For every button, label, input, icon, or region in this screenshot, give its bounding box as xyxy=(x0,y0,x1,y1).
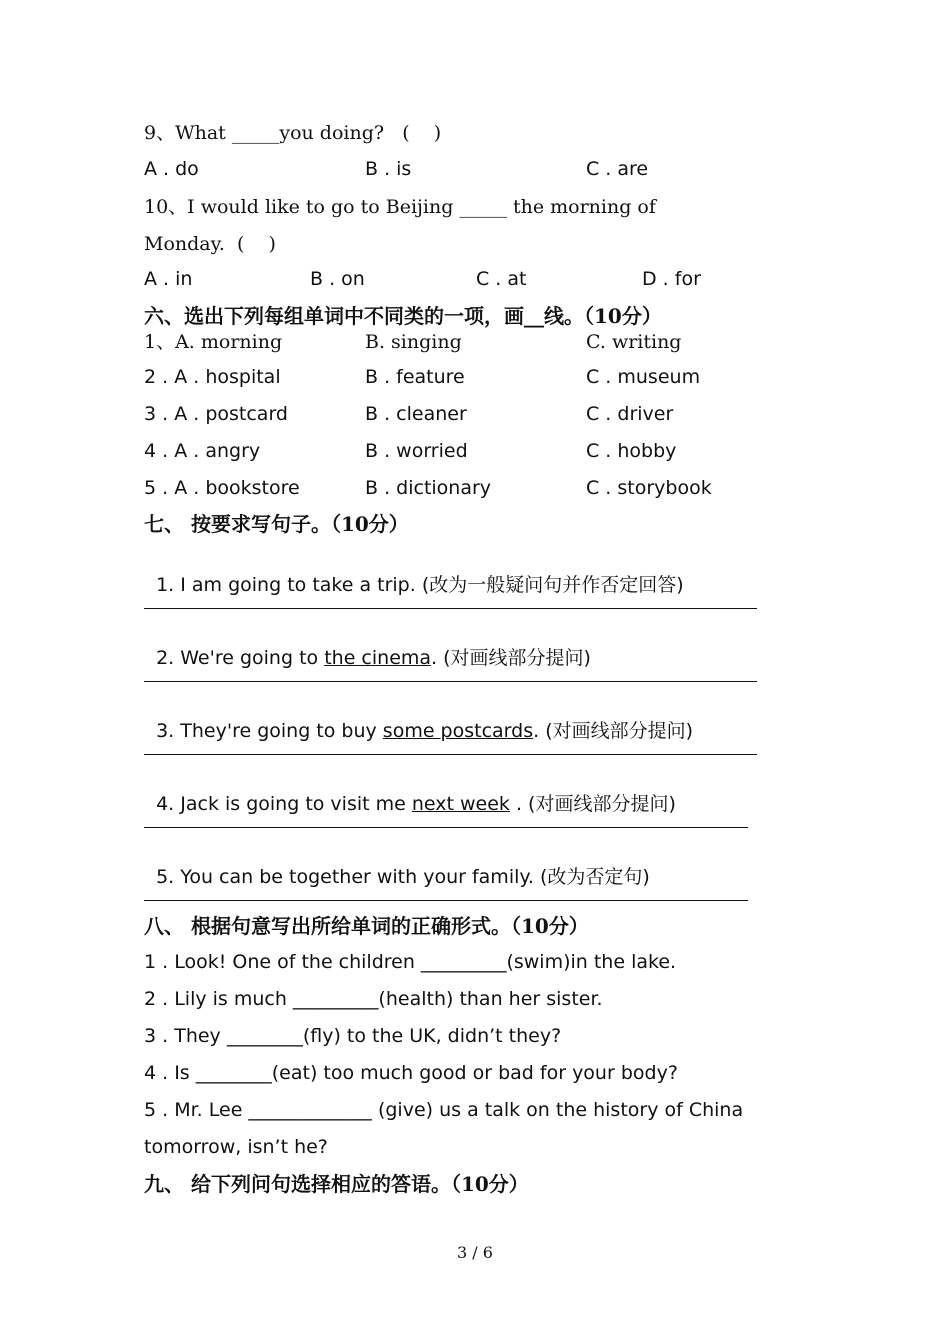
s8-item5-line1: 5 . Mr. Lee _____________ (give) us a talk on the history of China xyxy=(144,1099,744,1121)
s6-row3-c: C . driver xyxy=(586,403,674,425)
section8-heading: 八、 根据句意写出所给单词的正确形式。（10分） xyxy=(144,914,589,938)
s7-item5 xyxy=(144,841,650,889)
s7-item5-answer-line[interactable] xyxy=(144,900,748,901)
s7-item3-answer-line[interactable] xyxy=(144,754,757,755)
s7-item4-instruction: . (对画线部分提问) xyxy=(509,793,676,815)
q10-option-d: D . for xyxy=(642,268,701,290)
s7-item3-instruction: . (对画线部分提问) xyxy=(533,720,694,742)
s7-item1-answer-line[interactable] xyxy=(144,608,757,609)
s6-row2-b: B . feature xyxy=(365,366,465,388)
q10-option-b: B . on xyxy=(310,268,365,290)
s7-item1 xyxy=(144,549,684,597)
s7-item4 xyxy=(144,768,676,816)
s8-item5-line2: tomorrow, isn’t he? xyxy=(144,1136,328,1158)
s6-row1-a: 1、A. morning xyxy=(144,331,283,353)
s7-item4-underlined: next week xyxy=(411,793,510,815)
section9-heading: 九、 给下列问句选择相应的答语。（10分） xyxy=(144,1172,529,1196)
s7-item2-instruction: . (对画线部分提问) xyxy=(431,647,591,669)
section7-heading: 七、 按要求写句子。（10分） xyxy=(144,512,409,536)
s6-row2-a: 2 . A . hospital xyxy=(144,366,281,388)
s8-item2: 2 . Lily is much _________(health) than her sister. xyxy=(144,988,603,1010)
s7-item3-underlined: some postcards xyxy=(382,720,534,742)
s6-row3-b: B . cleaner xyxy=(365,403,467,425)
q10-option-c: C . at xyxy=(476,268,527,290)
q9-option-c: C . are xyxy=(586,158,649,180)
s6-row4-a: 4 . A . angry xyxy=(144,440,261,462)
s6-row4-b: B . worried xyxy=(365,440,468,462)
s6-row1-b: B. singing xyxy=(365,331,462,353)
s7-item2 xyxy=(144,622,591,670)
s7-item2-text: 2. We're going to xyxy=(156,647,325,669)
s8-item1: 1 . Look! One of the children _________(swim)in the lake. xyxy=(144,951,677,973)
q10-stem-line2: Monday. ( ) xyxy=(144,233,276,255)
q9-stem: 9、What _____you doing? ( ) xyxy=(144,122,442,144)
s7-item4-answer-line[interactable] xyxy=(144,827,748,828)
s7-item3 xyxy=(144,695,693,743)
q9-option-a: A . do xyxy=(144,158,199,180)
section6-heading: 六、选出下列每组单词中不同类的一项，画__线。（10分） xyxy=(144,304,662,328)
s7-item4-text: 4. Jack is going to visit me xyxy=(156,793,412,815)
s7-item2-answer-line[interactable] xyxy=(144,681,757,682)
s8-item4: 4 . Is ________(eat) too much good or bad for your body? xyxy=(144,1062,678,1084)
s6-row1-c: C. writing xyxy=(586,331,682,353)
q10-option-a: A . in xyxy=(144,268,193,290)
s7-item5-text: 5. You can be together with your family. (改为否定句) xyxy=(156,866,650,888)
s7-item3-text: 3. They're going to buy xyxy=(156,720,383,742)
s7-item1-text: 1. I am going to take a trip. (改为一般疑问句并作否定回答) xyxy=(156,574,684,596)
q10-stem-line1: 10、I would like to go to Beijing _____ the morning of xyxy=(144,196,656,218)
page-number: 3 / 6 xyxy=(457,1243,493,1262)
s7-item2-underlined: the cinema xyxy=(324,647,432,669)
s6-row2-c: C . museum xyxy=(586,366,701,388)
s8-item3: 3 . They ________(fly) to the UK, didn’t they? xyxy=(144,1025,562,1047)
s6-row5-c: C . storybook xyxy=(586,477,712,499)
s6-row3-a: 3 . A . postcard xyxy=(144,403,288,425)
s6-row5-a: 5 . A . bookstore xyxy=(144,477,300,499)
s6-row5-b: B . dictionary xyxy=(365,477,492,499)
s6-row4-c: C . hobby xyxy=(586,440,677,462)
q9-option-b: B . is xyxy=(365,158,412,180)
